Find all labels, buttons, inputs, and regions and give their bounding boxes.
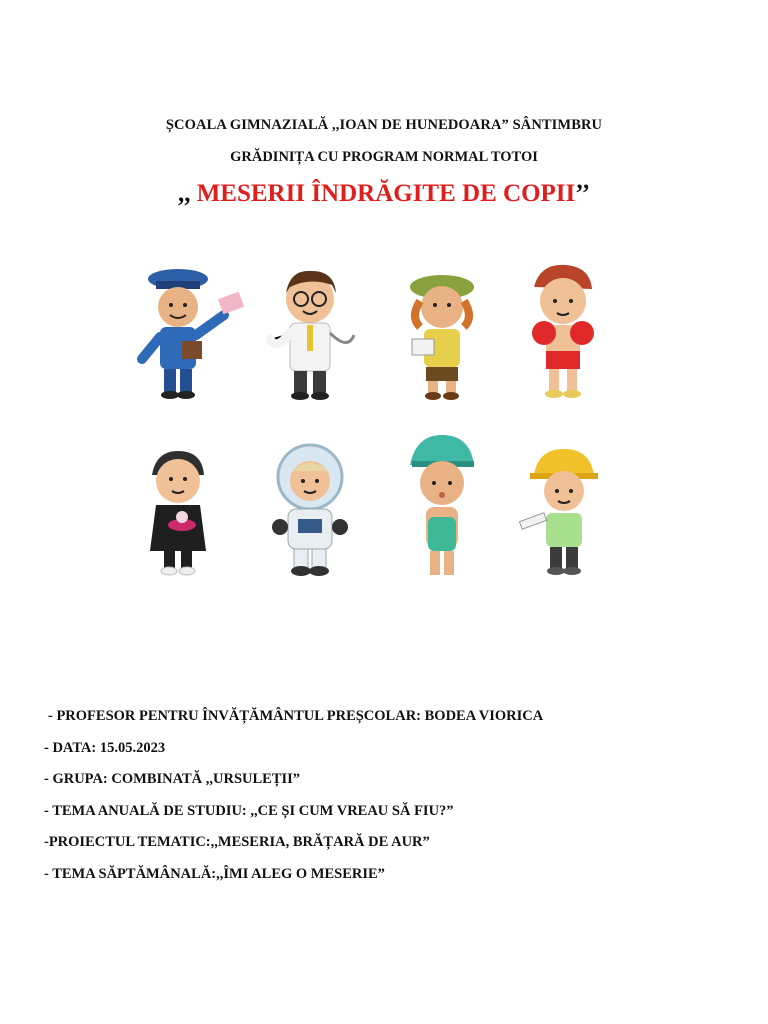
magician-icon [150,451,206,575]
swimmer-icon [410,435,474,575]
detail-weekly-theme: - TEMA SĂPTĂMÂNALĂ:,,ÎMI ALEG O MESERIE” [44,865,385,882]
title-open-quote: ,, [177,180,191,207]
doctor-icon [270,271,354,400]
page-title [0,180,768,208]
professions-illustration [120,255,640,595]
detail-group: - GRUPA: COMBINATĂ ,,URSULEȚII” [44,771,301,787]
detail-teacher: - PROFESOR PENTRU ÎNVĂȚĂMÂNTUL PREȘCOLAR: BODEA VIORICA [48,708,544,724]
title-text: MESERII ÎNDRĂGITE DE COPII [196,180,576,207]
boxer-icon [532,265,594,398]
engineer-icon [519,449,598,575]
detail-date: - DATA: 15.05.2023 [44,739,166,756]
school-name: ȘCOALA GIMNAZIALĂ ,,IOAN DE HUNEDOARA” SÂNTIMBRU [165,117,603,133]
postman-icon [142,269,244,399]
title-close-quote: ’’ [575,180,591,207]
project-details [44,705,744,894]
kindergarten-name: GRĂDINIȚA CU PROGRAM NORMAL TOTOI [230,149,538,165]
detail-annual-theme: - TEMA ANUALĂ DE STUDIU: ,,CE ȘI CUM VREAU SĂ FIU?” [44,802,454,819]
astronaut-icon [272,445,348,576]
painter-icon [410,275,474,400]
detail-thematic-project: -PROIECTUL TEMATIC:,,MESERIA, BRĂȚARĂ DE AUR” [44,834,430,850]
